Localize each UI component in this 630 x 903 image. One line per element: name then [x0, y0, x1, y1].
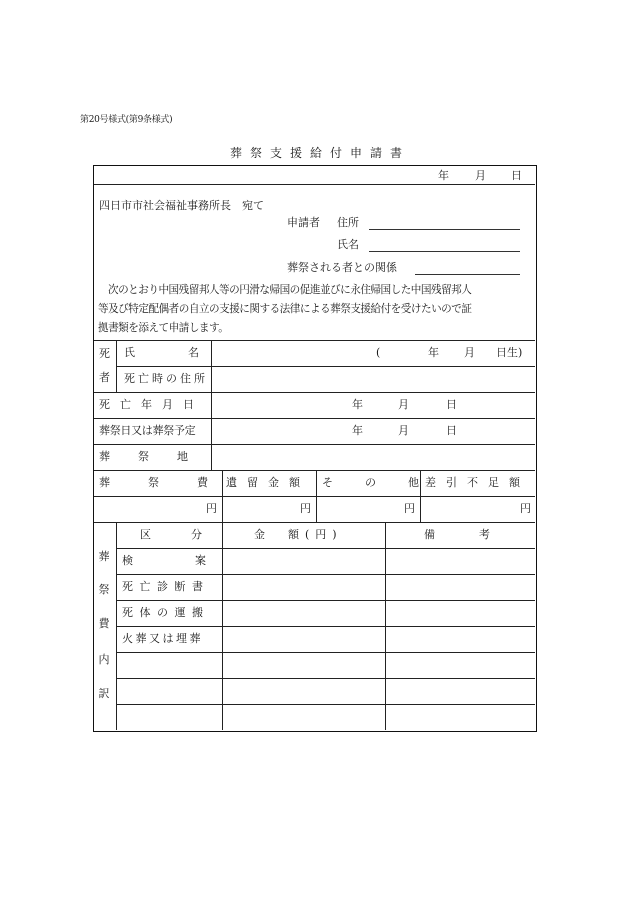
death-date-label: 死亡年月日	[99, 398, 204, 411]
funeral-day-label: 日	[446, 424, 457, 437]
cost-header-shortfall: 差引不足額	[425, 476, 530, 489]
funeral-date-field[interactable]	[212, 419, 534, 443]
remarks-field-death-certificate[interactable]	[386, 575, 534, 599]
divider	[116, 678, 535, 679]
funeral-year-label: 年	[352, 424, 363, 437]
shortfall-field[interactable]	[421, 497, 534, 521]
date-month-label: 月	[475, 169, 486, 182]
deceased-section-char: 者	[99, 371, 110, 384]
breakdown-item: 検案	[122, 554, 268, 567]
funeral-place-field[interactable]	[212, 445, 534, 469]
application-form	[93, 165, 537, 732]
applicant-address-field[interactable]	[369, 229, 520, 230]
remarks-field-transport[interactable]	[386, 601, 534, 625]
divider	[116, 704, 535, 705]
amount-field-autopsy[interactable]	[223, 549, 384, 573]
cost-unit: 円	[404, 502, 415, 515]
cost-header-remaining-money: 遺留金額	[226, 476, 310, 489]
applicant-label: 申請者	[287, 216, 320, 229]
death-year-label: 年	[352, 398, 363, 411]
applicant-name-field[interactable]	[369, 251, 520, 252]
applicant-name-label: 氏名	[337, 238, 359, 251]
cost-header-other: その他	[322, 476, 451, 489]
breakdown-section-char: 訳	[98, 687, 110, 700]
funeral-cost-field[interactable]	[94, 497, 221, 521]
amount-field-death-certificate[interactable]	[223, 575, 384, 599]
relation-label: 葬祭される者との関係	[287, 261, 397, 274]
death-address-field[interactable]	[212, 367, 534, 391]
divider	[94, 184, 535, 185]
deceased-name-field[interactable]	[212, 341, 362, 365]
form-number: 第20号様式(第9条様式)	[80, 115, 173, 125]
breakdown-section-char: 内	[98, 653, 110, 666]
declaration-line3: 拠書類を添えて申請します。	[98, 322, 229, 334]
column-category: 区分	[140, 528, 242, 541]
date-day-label: 日	[511, 169, 522, 182]
breakdown-item: 死体の運搬	[122, 606, 210, 619]
funeral-place-label: 葬祭地	[99, 450, 216, 463]
relation-field[interactable]	[415, 274, 520, 275]
breakdown-item: 火葬又は埋葬	[122, 632, 203, 645]
declaration-line1: 次のとおり中国残留邦人等の円滑な帰国の促進並びに永住帰国した中国残留邦人	[108, 284, 472, 296]
cost-header-funeral: 葬祭費	[99, 476, 246, 489]
other-amount-field[interactable]	[317, 497, 419, 521]
remarks-field-cremation[interactable]	[386, 627, 534, 651]
deceased-section-char: 死	[99, 347, 110, 360]
cost-unit: 円	[300, 502, 311, 515]
applicant-address-label: 住所	[337, 216, 359, 229]
funeral-date-label: 葬祭日又は葬祭予定	[99, 424, 196, 437]
date-year-label: 年	[438, 169, 449, 182]
column-remarks: 備考	[424, 528, 534, 541]
remaining-money-field[interactable]	[223, 497, 315, 521]
divider	[94, 522, 535, 523]
breakdown-section-char: 葬	[98, 550, 110, 563]
death-month-label: 月	[398, 398, 409, 411]
divider	[94, 470, 535, 471]
addressee: 四日市市社会福祉事務所長 宛て	[99, 199, 264, 212]
death-date-field[interactable]	[212, 393, 534, 417]
breakdown-item: 死亡診断書	[122, 580, 210, 593]
column-amount: 金 額(円)	[254, 528, 343, 541]
birth-day-label: 日生)	[496, 346, 523, 359]
amount-field-transport[interactable]	[223, 601, 384, 625]
birth-open-paren: (	[376, 346, 381, 359]
funeral-month-label: 月	[398, 424, 409, 437]
death-day-label: 日	[446, 398, 457, 411]
birth-year-label: 年	[428, 346, 439, 359]
remarks-field-autopsy[interactable]	[386, 549, 534, 573]
breakdown-section-char: 費	[98, 617, 110, 630]
deceased-name-label: 氏名	[124, 346, 252, 359]
death-address-label: 死亡時の住所	[124, 372, 208, 385]
birth-month-label: 月	[464, 346, 475, 359]
divider	[116, 652, 535, 653]
breakdown-section-char: 祭	[98, 583, 110, 596]
amount-field-cremation[interactable]	[223, 627, 384, 651]
cost-unit: 円	[520, 502, 531, 515]
document-title: 葬祭支援給付申請書	[229, 146, 410, 160]
declaration-line2: 等及び特定配偶者の自立の支援に関する法律による葬祭支援給付を受けたいので証	[98, 303, 472, 315]
cost-unit: 円	[206, 502, 217, 515]
